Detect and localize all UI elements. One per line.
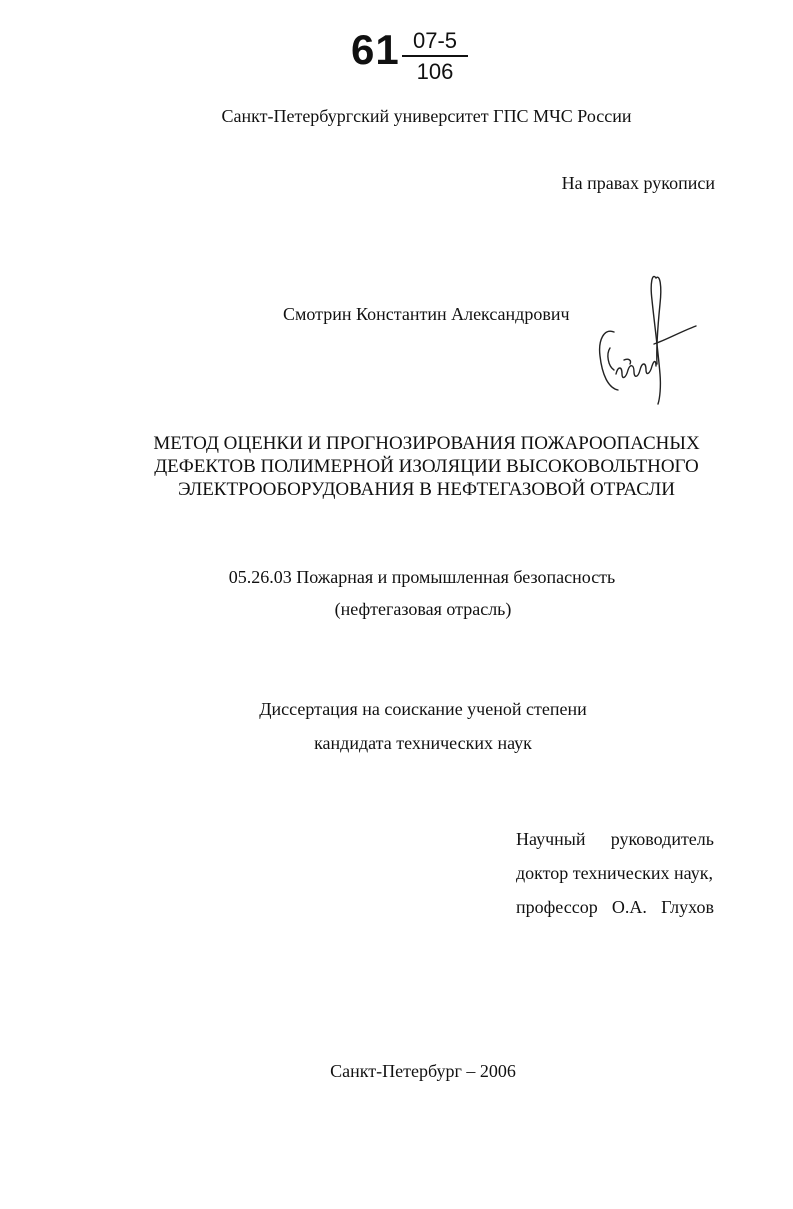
title-line: МЕТОД ОЦЕНКИ И ПРОГНОЗИРОВАНИЯ ПОЖАРООПАСНЫХ xyxy=(153,433,700,454)
title-line: ЭЛЕКТРООБОРУДОВАНИЯ В НЕФТЕГАЗОВОЙ ОТРАСЛИ xyxy=(177,479,676,500)
catalog-stamp-number: 61 xyxy=(351,26,400,73)
scientific-advisor-block xyxy=(516,828,714,930)
advisor-initials: О.А. xyxy=(611,897,647,917)
title-line: ДЕФЕКТОВ ПОЛИМЕРНОЙ ИЗОЛЯЦИИ ВЫСОКОВОЛЬТНОГО xyxy=(154,456,699,477)
advisor-academic-title: профессор xyxy=(516,897,598,917)
city-year: Санкт-Петербург – 2006 xyxy=(330,1061,516,1081)
author-signature-icon xyxy=(594,270,698,406)
manuscript-rights-label: На правах рукописи xyxy=(561,173,715,193)
catalog-stamp-fraction xyxy=(402,28,468,85)
catalog-stamp-denominator: 106 xyxy=(416,59,454,84)
advisor-role-row xyxy=(516,828,714,862)
advisor-role-word: руководитель xyxy=(610,829,714,849)
advisor-degree-row xyxy=(516,862,714,896)
author-name: Смотрин Константин Александрович xyxy=(283,304,570,324)
dissertation-statement: Диссертация на соискание ученой степени xyxy=(259,699,587,719)
specialty-branch: (нефтегазовая отрасль) xyxy=(334,599,512,619)
degree-statement: кандидата технических наук xyxy=(314,733,532,753)
catalog-stamp-divider xyxy=(402,55,468,57)
advisor-role-word: Научный xyxy=(516,829,586,849)
advisor-degree: доктор технических наук, xyxy=(516,863,713,883)
specialty-code: 05.26.03 Пожарная и промышленная безопасность xyxy=(228,567,616,587)
university-name: Санкт-Петербургский университет ГПС МЧС России xyxy=(221,106,632,126)
advisor-surname: Глухов xyxy=(661,897,714,917)
dissertation-title xyxy=(0,432,793,501)
advisor-name-row xyxy=(516,896,714,930)
catalog-stamp-numerator: 07-5 xyxy=(412,28,458,53)
